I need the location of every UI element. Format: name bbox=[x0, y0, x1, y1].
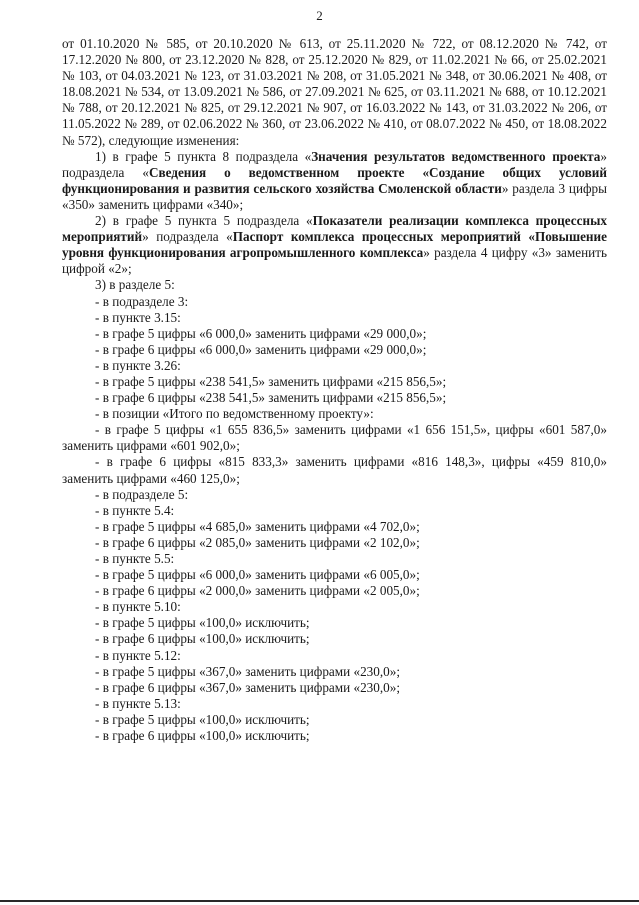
amendment-1 bbox=[62, 149, 607, 213]
list-item: - в пункте 5.4: bbox=[95, 502, 175, 518]
list-item: - в графе 6 цифры «238 541,5» заменить цифрами «215 856,5»; bbox=[95, 390, 447, 406]
list-item: - в графе 6 цифры «367,0» заменить цифрами «230,0»; bbox=[95, 679, 400, 695]
amendment-2-text-a: 2) в графе 5 пункта 5 подраздела « bbox=[95, 213, 313, 229]
list-item: - в графе 6 цифры «100,0» исключить; bbox=[95, 631, 310, 647]
amendment-2-bold-a: Показатели реализации комплекса процессных мероприятий bbox=[62, 213, 607, 245]
itogo-column-6: - в графе 6 цифры «815 833,3» заменить цифрами «816 148,3», цифры «459 810,0» заменить цифрами «460 125,0»; bbox=[62, 454, 607, 486]
amendment-1-bold-a: Значения результатов ведомственного проекта bbox=[311, 148, 601, 164]
list-item: - в пункте 5.5: bbox=[95, 551, 175, 566]
list-item: - в графе 5 цифры «100,0» исключить; bbox=[95, 615, 310, 631]
list-item: - в пункте 3.26: bbox=[95, 357, 181, 373]
amendment-3-list-b bbox=[62, 487, 607, 745]
amendment-1-text-a: 1) в графе 5 пункта 8 подраздела « bbox=[95, 148, 312, 164]
list-item: - в пункте 5.12: bbox=[95, 647, 181, 663]
list-item: - в графе 5 цифры «238 541,5» заменить цифрами «215 856,5»; bbox=[95, 373, 447, 389]
amendment-1-bold-b: Сведения о ведомственном проекте «Создание общих условий функционирования и развития сельского хозяйства Смоленской области bbox=[62, 164, 607, 196]
list-item: - в графе 5 цифры «6 000,0» заменить цифрами «29 000,0»; bbox=[95, 325, 427, 341]
list-item: - в позиции «Итого по ведомственному проекту»: bbox=[95, 406, 374, 422]
amendment-3-heading: 3) в разделе 5: bbox=[95, 277, 175, 293]
list-item: - в графе 5 цифры «4 685,0» заменить цифрами «4 702,0»; bbox=[95, 518, 420, 534]
amendment-3-list-a bbox=[62, 294, 607, 423]
list-item: - в графе 6 цифры «2 085,0» заменить цифрами «2 102,0»; bbox=[95, 534, 420, 550]
list-item: - в графе 5 цифры «367,0» заменить цифрами «230,0»; bbox=[95, 663, 400, 679]
amendment-2-text-b: » подраздела « bbox=[142, 229, 233, 245]
amendment-2 bbox=[62, 213, 607, 277]
list-item: - в графе 5 цифры «6 000,0» заменить цифрами «6 005,0»; bbox=[95, 567, 420, 583]
list-item: - в графе 6 цифры «100,0» исключить; bbox=[95, 728, 310, 744]
amendment-1-text-b: » подраздела « bbox=[62, 148, 607, 180]
amendment-1-text-c: » раздела 3 цифры «350» заменить цифрами «340»; bbox=[62, 180, 607, 212]
document-body bbox=[62, 36, 607, 744]
list-item: - в пункте 5.13: bbox=[95, 695, 181, 711]
list-item: - в графе 6 цифры «2 000,0» заменить цифрами «2 005,0»; bbox=[95, 583, 420, 599]
amendment-2-bold-b: Паспорт комплекса процессных мероприятий «Повышение уровня функционирования агропромышленного комплекса bbox=[62, 229, 607, 261]
list-item: - в пункте 5.10: bbox=[95, 599, 181, 615]
amendment-2-text-c: » раздела 4 цифру «3» заменить цифрой «2»; bbox=[62, 245, 607, 277]
list-item: - в подразделе 3: bbox=[95, 293, 189, 309]
list-item: - в подразделе 5: bbox=[95, 486, 189, 502]
itogo-column-5: - в графе 5 цифры «1 655 836,5» заменить цифрами «1 656 151,5», цифры «601 587,0» заменить цифрами «601 902,0»; bbox=[62, 422, 607, 454]
list-item: - в графе 6 цифры «6 000,0» заменить цифрами «29 000,0»; bbox=[95, 341, 427, 357]
page-bottom-rule bbox=[0, 900, 639, 902]
list-item: - в пункте 3.15: bbox=[95, 309, 181, 325]
page-number: 2 bbox=[316, 8, 323, 23]
list-item: - в графе 5 цифры «100,0» исключить; bbox=[95, 711, 310, 727]
intro-paragraph: от 01.10.2020 № 585, от 20.10.2020 № 613, от 25.11.2020 № 722, от 08.12.2020 № 742, от 17.12.2020 № 800, от 23.12.2020 № 828, от 25.12.2020 № 829, от 11.02.2021 № 66, от 25.02.2021 № 103, от 04.03.2021 № 123, от 31.03.2021 № 208, от 31.05.2021 № 348, от 30.06.2021 № 408, от 18.08.2021 № 534, от 13.09.2021 № 586, от 27.09.2021 № 625, от 03.11.2021 № 688, от 10.12.2021 № 788, от 20.12.2021 № 825, от 29.12.2021 № 907, от 16.03.2022 № 143, от 31.03.2022 № 206, от 11.05.2022 № 289, от 02.06.2022 № 360, от 23.06.2022 № 410, от 08.07.2022 № 450, от 18.08.2022 № 572), следующие изменения: bbox=[62, 36, 607, 148]
